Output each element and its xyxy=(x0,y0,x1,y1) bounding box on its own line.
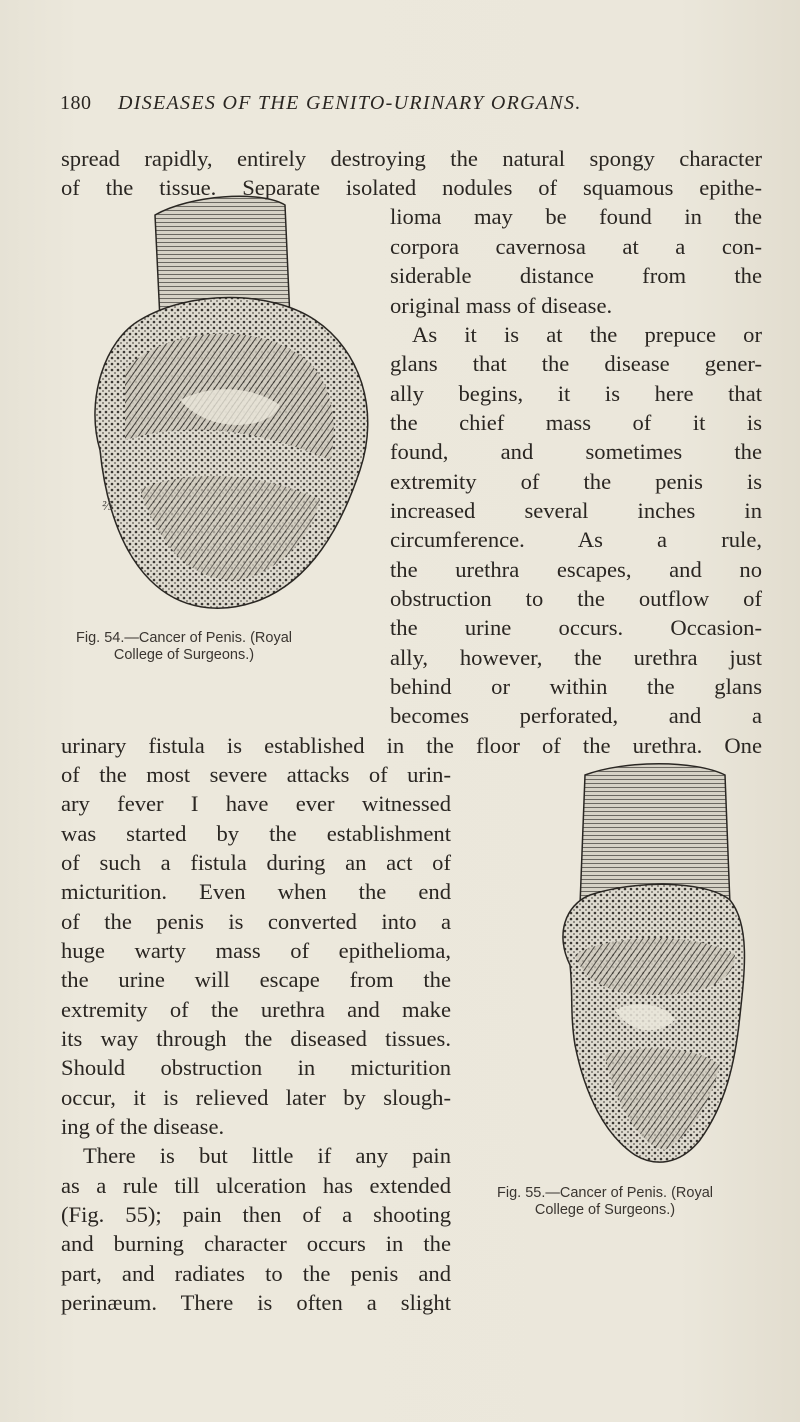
text-line: original mass of disease. xyxy=(390,293,613,318)
text-line: Should obstruction in micturition xyxy=(61,1055,451,1080)
running-title: DISEASES OF THE GENITO-URINARY ORGANS. xyxy=(118,92,582,114)
text-line: As it is at the prepuce or xyxy=(412,322,762,347)
text-line: part, and radiates to the penis and xyxy=(61,1261,451,1286)
text-line: perinæum. There is often a slight xyxy=(61,1290,451,1315)
text-line: corpora cavernosa at a con- xyxy=(390,234,762,259)
figure-55-illustration xyxy=(545,755,750,1175)
running-header xyxy=(60,92,760,122)
figure-55-caption-line2: College of Surgeons.) xyxy=(534,1202,676,1218)
text-line: the urine will escape from the xyxy=(61,967,451,992)
text-line: of the tissue. Separate isolated nodules of squamous epithe- xyxy=(61,175,762,200)
figure-54-caption-line2: College of Surgeons.) xyxy=(113,647,255,663)
figure-54-caption-line1: Fig. 54.—Cancer of Penis. (Royal xyxy=(76,630,292,646)
text-line: of such a fistula during an act of xyxy=(61,850,451,875)
text-line: obstruction to the outflow of xyxy=(390,586,762,611)
text-line: glans that the disease gener- xyxy=(390,351,762,376)
text-line: behind or within the glans xyxy=(390,674,762,699)
text-line: increased several inches in xyxy=(390,498,762,523)
text-line: of the most severe attacks of urin- xyxy=(61,762,451,787)
text-line: ary fever I have ever witnessed xyxy=(61,791,451,816)
text-line: its way through the diseased tissues. xyxy=(61,1026,451,1051)
text-line: the chief mass of it is xyxy=(390,410,762,435)
figure-54-caption xyxy=(76,630,292,664)
figure-55-caption xyxy=(497,1185,713,1219)
text-line: urinary fistula is established in the floor of the urethra. One xyxy=(61,733,762,758)
text-line: as a rule till ulceration has extended xyxy=(61,1173,451,1198)
text-line: extremity of the penis is xyxy=(390,469,762,494)
text-line: There is but little if any pain xyxy=(83,1143,451,1168)
text-line: of the penis is converted into a xyxy=(61,909,451,934)
text-line: ally begins, it is here that xyxy=(390,381,762,406)
text-line: micturition. Even when the end xyxy=(61,879,451,904)
figure-54-illustration xyxy=(80,170,380,630)
text-line: huge warty mass of epithelioma, xyxy=(61,938,451,963)
text-line: found, and sometimes the xyxy=(390,439,762,464)
text-line: siderable distance from the xyxy=(390,263,762,288)
text-line: ally, however, the urethra just xyxy=(390,645,762,670)
text-line: occur, it is relieved later by slough- xyxy=(61,1085,451,1110)
text-line: lioma may be found in the xyxy=(390,204,762,229)
text-line: was started by the establishment xyxy=(61,821,451,846)
text-line: the urine occurs. Occasion- xyxy=(390,615,762,640)
text-line: and burning character occurs in the xyxy=(61,1231,451,1256)
text-line: circumference. As a rule, xyxy=(390,527,762,552)
figure-55-caption-line1: Fig. 55.—Cancer of Penis. (Royal xyxy=(497,1185,713,1201)
page-number: 180 xyxy=(60,92,92,114)
text-line: (Fig. 55); pain then of a shooting xyxy=(61,1202,451,1227)
scale-mark: ⅔ xyxy=(102,499,113,514)
text-line: ing of the disease. xyxy=(61,1114,225,1139)
text-line: the urethra escapes, and no xyxy=(390,557,762,582)
text-line: spread rapidly, entirely destroying the natural spongy character xyxy=(61,146,762,171)
text-line: extremity of the urethra and make xyxy=(61,997,451,1022)
text-line: becomes perforated, and a xyxy=(390,703,762,728)
